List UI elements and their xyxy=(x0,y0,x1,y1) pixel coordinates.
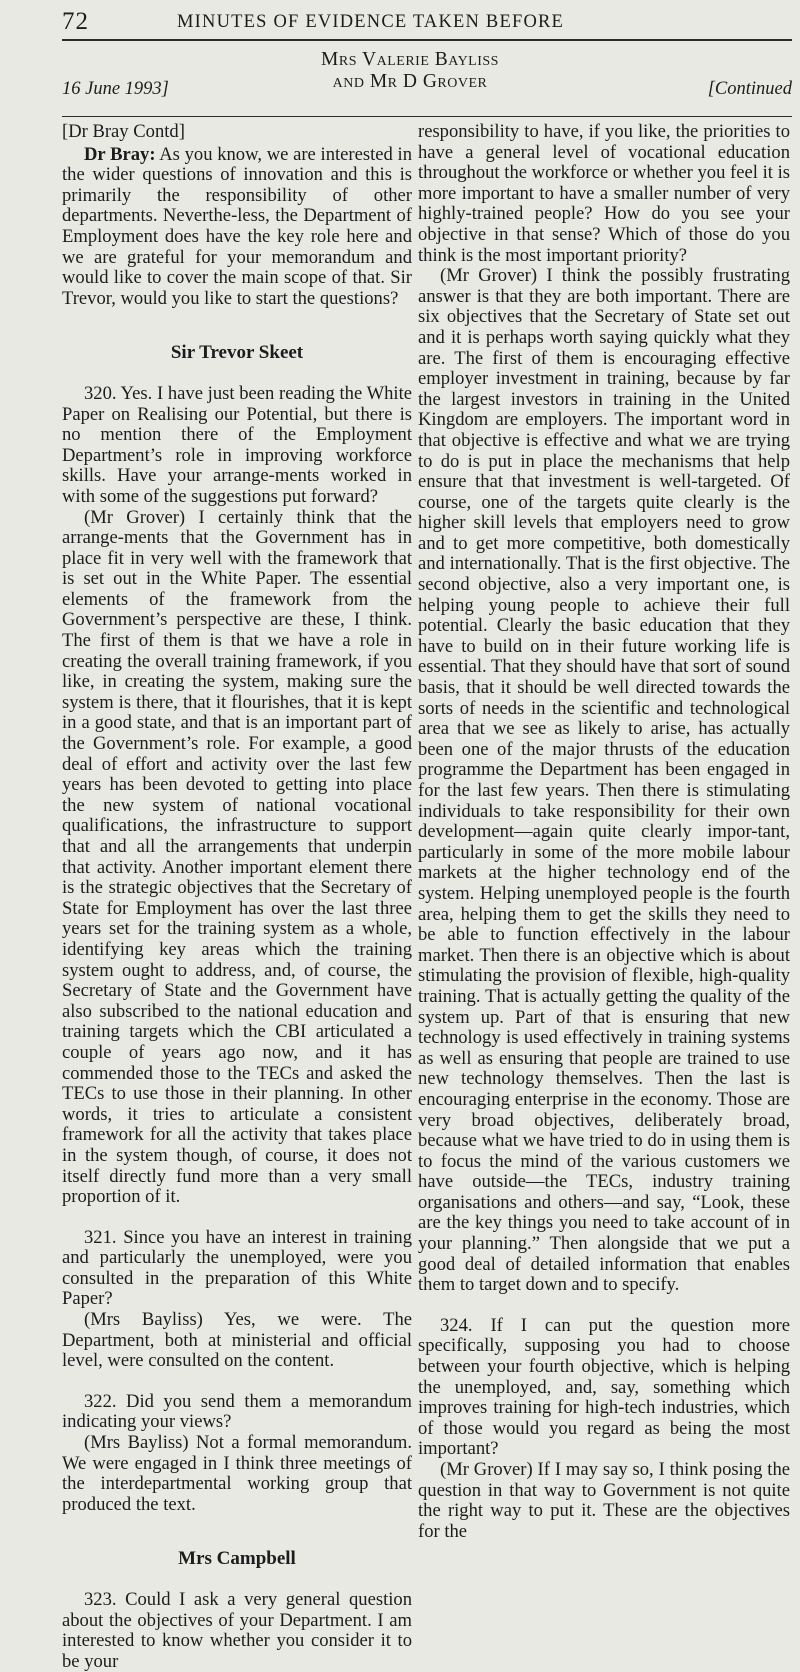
subheader-rule xyxy=(62,116,792,117)
paragraph-dr-bray: Dr Bray: As you know, we are interested in the wider questions of innovation and this is primarily the responsibility of other departments. Neverthe-less, the Department of Employment does have the key role here and we are grateful for your memorandum and would like to cover the main scope of that. Sir Trevor, would you like to start the questions? xyxy=(62,143,412,309)
speaker-name: Dr Bray: xyxy=(84,143,156,165)
witness-line-2: and Mr D Grover xyxy=(332,71,488,92)
speaker-heading-campbell: Mrs Campbell xyxy=(178,1548,296,1570)
continuation-label: [Dr Bray Contd] xyxy=(62,121,185,142)
left-column xyxy=(62,122,412,1672)
continued-label: [Continued xyxy=(707,79,792,99)
witnesses xyxy=(260,49,560,93)
header-rule xyxy=(62,39,792,41)
question-321: 321. Since you have an interest in training and particularly the unemployed, were you consulted in the preparation of this White Paper? xyxy=(62,1226,412,1310)
answer-323: (Mr Grover) I think the possibly frustrating answer is that they are both important. There are six objectives that the Secretary of State set out and it is perhaps worth saying quickly what they are. The first of them is encouraging effective employer investment in training, because by far the largest investors in training in the United Kingdom are employers. The important word in that objective is effective and what we are trying to do is put in place the mechanisms that help ensure that that investment is well-targeted. Of course, one of the targets quite clearly is the higher skill levels that employers need to grow and to get more competitive, both domestically and internationally. That is the first objective. The second objective, also a very important one, is helping young people to achieve their full potential. Clearly the basic education that they have to build on in their future working life is essential. That they should have that sort of sound basis, that it should be well directed towards the sorts of needs in the scientific and technological area that we see as likely to arise, has actually been one of the major thrusts of the education programme the Department has been engaged in for the last few years. Then there is stimulating individuals to take responsibility for their own development—again quite clearly impor-tant, particularly in some of the more mobile labour markets at the higher technology end of the system. Helping unemployed people is the fourth area, helping them to get the skills they need to be able to function effectively in the labour market. Then there is an objective which is about stimulating the provision of flexible, high-quality training. That is actually getting the quality of the system up. Part of that is ensuring that new technology is used effectively in training systems as well as ensuring that people are trained to use new technology themselves. Then the last is encouraging enterprise in the economy. Those are very broad objectives, deliberately broad, because what we have tried to do in using them is to focus the mind of the various customers we have outside—the TECs, industry training organisations and others—and say, “Look, these are the key things you need to take account of in your planning.” Then alongside that we put a good deal of detailed information that enables them to target down and to specify. xyxy=(418,265,790,1296)
running-title: MINUTES OF EVIDENCE TAKEN BEFORE xyxy=(177,12,565,32)
answer-320: (Mr Grover) I certainly think that the arrange-ments that the Government has in place fit in very well with the framework that is set out in the White Paper. The essential elements of the framework from the Government’s perspective are these, I think. The first of them is that we have a role in creating the overall training framework, if you like, in creating the system, making sure the system is there, that it flourishes, that it is kept in a good state, and that is an important part of the Government’s role. For example, a good deal of effort and activity over the last few years has been devoted to getting into place the new system of national vocational qualifications, the infrastructure to support that and all the arrangements that underpin that activity. Another important element there is the strategic objectives that the Secretary of State for Employment has over the last three years set for the training system as a whole, identifying key areas which the training system ought to address, and, of course, the Secretary of State and the Government have also subscribed to the national education and training targets which the CBI articulated a couple of years ago now, and it has commended those to the TECs and asked the TECs to use those in their planning. In other words, it tries to articulate a consistent framework for all the activity that takes place in the system though, of course, it does not itself directly fund more than a very small proportion of it. xyxy=(62,506,412,1208)
running-header xyxy=(0,4,800,34)
session-date: 16 June 1993] xyxy=(62,79,169,99)
question-323: 323. Could I ask a very general question about the objectives of your Department. I am interested to know whether you consider it to be your xyxy=(62,1589,412,1672)
right-column xyxy=(418,122,790,1542)
answer-321: (Mrs Bayliss) Yes, we were. The Department, both at ministerial and official level, were consulted on the content. xyxy=(62,1309,412,1372)
question-324: 324. If I can put the question more specifically, supposing you had to choose between your fourth objective, which is helping the unemployed, and, say, something which improves training for high-tech industries, which of those would you regard as being the most important? xyxy=(418,1314,790,1460)
question-322: 322. Did you send them a memorandum indicating your views? xyxy=(62,1390,412,1433)
page-number: 72 xyxy=(62,8,89,35)
witness-line-1: Mrs Valerie Bayliss xyxy=(321,49,499,70)
speaker-heading-skeet: Sir Trevor Skeet xyxy=(170,342,304,364)
question-323-continued: responsibility to have, if you like, the priorities to have a general level of vocational education throughout the workforce or whether you feel it is more important to have a smaller number of very highly-trained people? How do you see your objective in that sense? Which of those do you think is the most important priority? xyxy=(418,121,790,266)
question-320: 320. Yes. I have just been reading the White Paper on Realising our Potential, but there is no mention there of the Employment Department’s role in improving workforce skills. Have your arrange-ments worked in with some of the suggestions put forward? xyxy=(62,382,412,507)
answer-322: (Mrs Bayliss) Not a formal memorandum. We were engaged in I think three meetings of the interdepartmental working group that produced the text. xyxy=(62,1432,412,1515)
answer-324: (Mr Grover) If I may say so, I think posing the question in that way to Government is not quite the right way to put it. These are the objectives for the xyxy=(418,1459,790,1542)
